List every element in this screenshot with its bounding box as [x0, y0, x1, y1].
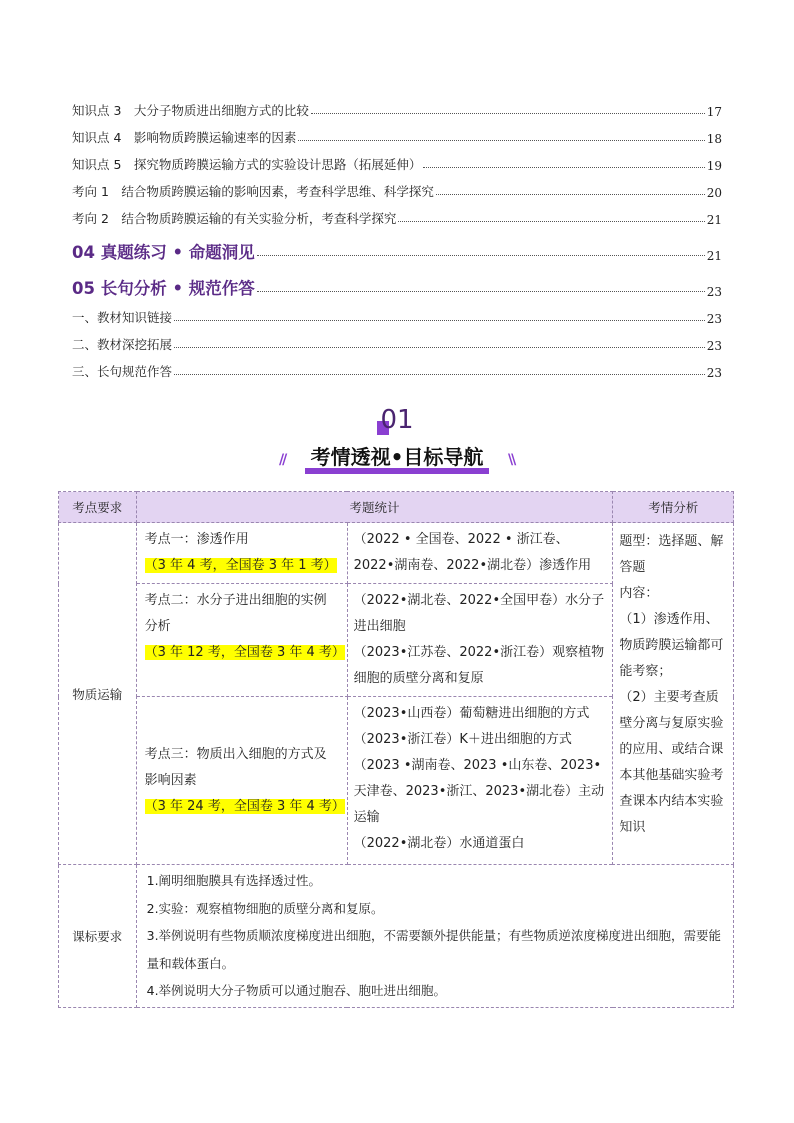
toc-entry[interactable]: 一、教材知识链接 23	[72, 310, 722, 326]
slash-decoration-right: \\	[508, 452, 515, 468]
toc-chapter-entry[interactable]: 05 长句分析 • 规范作答 23	[72, 279, 722, 299]
stats-cell: （2022 • 全国卷、2022 • 浙江卷、2022•湖南卷、2022•湖北卷）渗透作用	[347, 523, 613, 584]
toc-entry[interactable]: 考向 2 结合物质跨膜运输的有关实验分析，考查科学探究 21	[72, 211, 722, 227]
requirements-label: 课标要求	[59, 865, 137, 1008]
stats-cell: （2023•山西卷）葡萄糖进出细胞的方式 （2023•浙江卷）K＋进出细胞的方式 （2023 •湖南卷、2023 •山东卷、2023•天津卷、2023•浙江、2023•湖北卷）主动运输 （2022•湖北卷）水通道蛋白	[347, 697, 613, 865]
kaodian-cell: 考点三：物质出入细胞的方式及影响因素 （3 年 24 考，全国卷 3 年 4 考）	[136, 697, 347, 865]
kaodian-cell: 考点一：渗透作用 （3 年 4 考，全国卷 3 年 1 考）	[136, 523, 347, 584]
kaodian-cell: 考点二：水分子进出细胞的实例分析 （3 年 12 考，全国卷 3 年 4 考）	[136, 584, 347, 697]
toc-entry[interactable]: 知识点 4 影响物质跨膜运输速率的因素 18	[72, 130, 722, 146]
toc-entry[interactable]: 三、长句规范作答 23	[72, 364, 722, 380]
toc-entry[interactable]: 知识点 3 大分子物质进出细胞方式的比较 17	[72, 103, 722, 119]
toc-entry[interactable]: 知识点 5 探究物质跨膜运输方式的实验设计思路（拓展延伸） 19	[72, 157, 722, 173]
header-stats: 考题统计	[136, 492, 613, 523]
analysis-cell: 题型：选择题、解答题 内容： （1）渗透作用、物质跨膜运输都可能考察； （2）主要考查质壁分离与复原实验的应用、或结合课本其他基础实验考查课本内结本实验知识	[613, 523, 734, 865]
row-label: 物质运输	[59, 523, 137, 865]
section-title: 考情透视•目标导航	[305, 441, 490, 470]
frequency-highlight: （3 年 4 考，全国卷 3 年 1 考）	[144, 558, 337, 573]
stats-cell: （2022•湖北卷、2022•全国甲卷）水分子进出细胞 （2023•江苏卷、2022•浙江卷）观察植物细胞的质壁分离和复原	[347, 584, 613, 697]
exam-analysis-table	[58, 491, 734, 1008]
header-kaodian: 考点要求	[59, 492, 137, 523]
frequency-highlight: （3 年 24 考，全国卷 3 年 4 考）	[144, 798, 345, 814]
section-number: 01	[380, 405, 414, 435]
toc-entry[interactable]: 二、教材深挖拓展 23	[72, 337, 722, 353]
slash-decoration-left: //	[279, 452, 286, 468]
requirements-cell: 1.阐明细胞膜具有选择透过性。 2.实验：观察植物细胞的质壁分离和复原。 3.举例说明有些物质顺浓度梯度进出细胞，不需要额外提供能量；有些物质逆浓度梯度进出细胞，需要能量和载体蛋白。 4.举例说明大分子物质可以通过胞吞、胞吐进出细胞。	[136, 865, 733, 1008]
header-analysis: 考情分析	[613, 492, 734, 523]
table-of-contents	[72, 92, 722, 380]
toc-entry[interactable]: 考向 1 结合物质跨膜运输的影响因素，考查科学思维、科学探究 20	[72, 184, 722, 200]
toc-chapter-entry[interactable]: 04 真题练习 • 命题洞见 21	[72, 243, 722, 263]
frequency-highlight: （3 年 12 考，全国卷 3 年 4 考）	[144, 645, 345, 660]
